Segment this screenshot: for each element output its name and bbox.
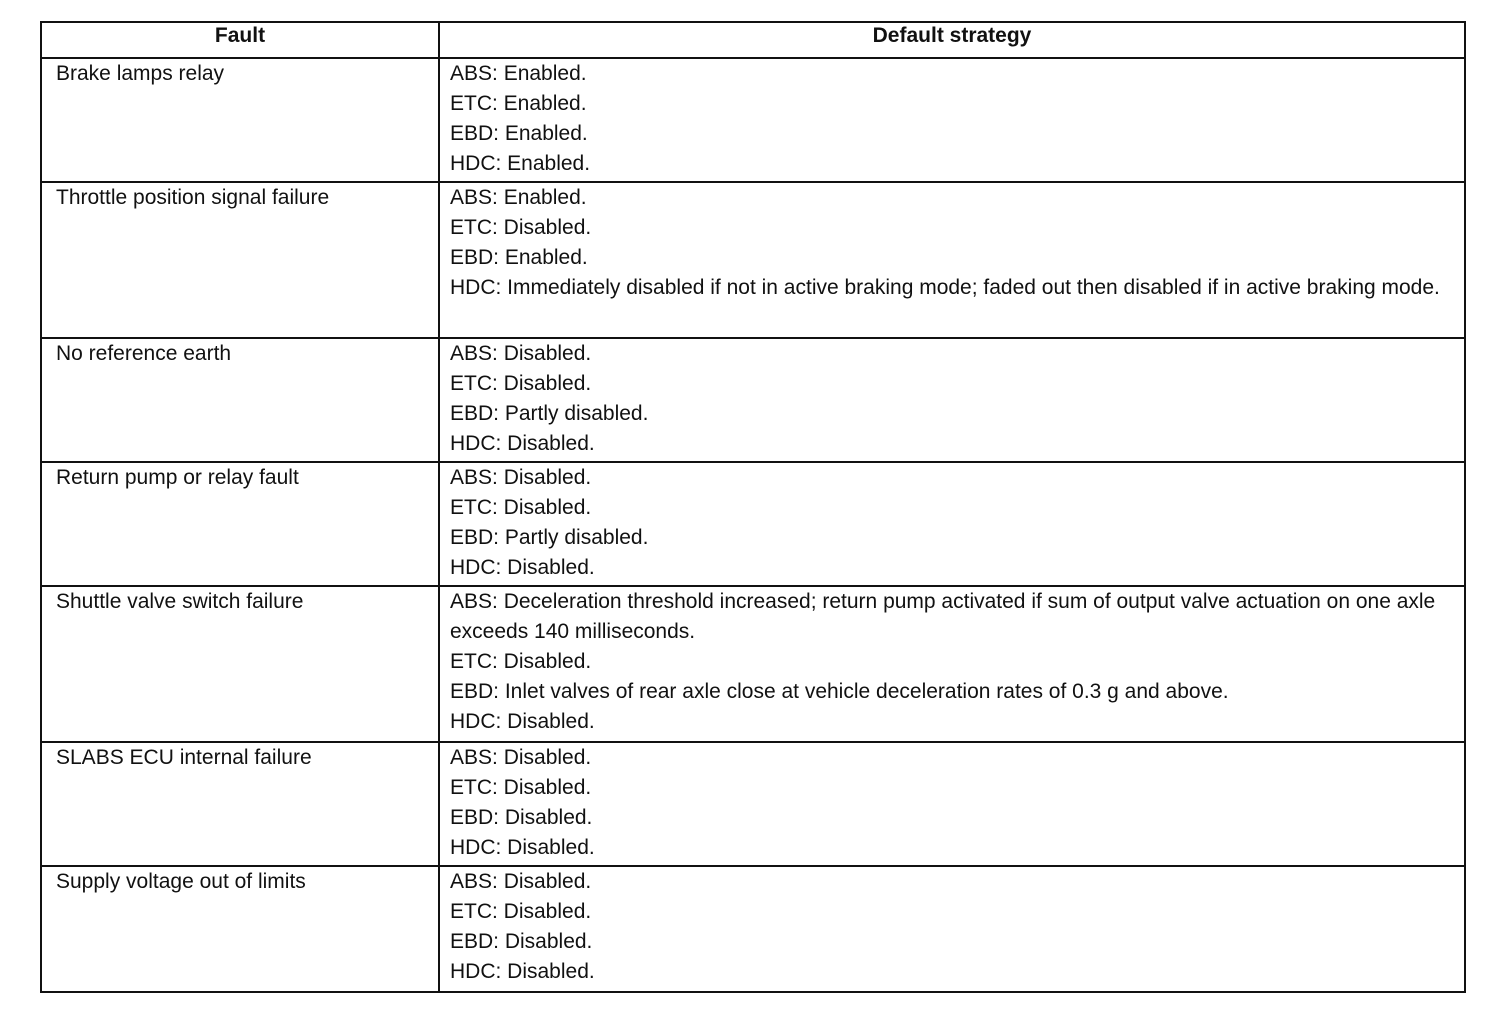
strategy-line: ABS: Disabled. (450, 746, 592, 769)
table-row (41, 338, 1465, 462)
table-row (41, 58, 1465, 182)
strategy-line: HDC: Disabled. (450, 710, 595, 733)
table-row (41, 742, 1465, 866)
strategy-cell (439, 462, 1465, 586)
strategy-line: ETC: Disabled. (450, 776, 592, 799)
table-row (41, 182, 1465, 338)
strategy-line: EBD: Enabled. (450, 122, 588, 145)
fault-cell: Throttle position signal failure (41, 182, 439, 338)
strategy-line: ABS: Disabled. (450, 342, 592, 365)
table-row (41, 462, 1465, 586)
fault-cell: Supply voltage out of limits (41, 866, 439, 992)
strategy-line: EBD: Partly disabled. (450, 526, 649, 549)
fault-cell: Return pump or relay fault (41, 462, 439, 586)
strategy-line: ETC: Disabled. (450, 496, 592, 519)
strategy-cell (439, 742, 1465, 866)
strategy-cell (439, 586, 1465, 742)
strategy-line: ABS: Disabled. (450, 870, 592, 893)
strategy-line: ETC: Disabled. (450, 372, 592, 395)
fault-cell: No reference earth (41, 338, 439, 462)
strategy-line: ABS: Disabled. (450, 466, 592, 489)
strategy-column-header: Default strategy (439, 22, 1465, 58)
strategy-line: HDC: Disabled. (450, 960, 595, 983)
strategy-line: ABS: Enabled. (450, 186, 587, 209)
strategy-line: HDC: Disabled. (450, 432, 595, 455)
strategy-line: ETC: Disabled. (450, 650, 592, 673)
strategy-line: EBD: Disabled. (450, 930, 593, 953)
strategy-line: HDC: Enabled. (450, 152, 591, 175)
strategy-line: HDC: Disabled. (450, 556, 595, 579)
strategy-line: ETC: Enabled. (450, 92, 587, 115)
strategy-line: HDC: Immediately disabled if not in active braking mode; faded out then disabled if in active braking mode. (450, 276, 1440, 299)
fault-column-header: Fault (41, 22, 439, 58)
strategy-line: EBD: Partly disabled. (450, 402, 649, 425)
strategy-line: ETC: Disabled. (450, 900, 592, 923)
strategy-line: EBD: Enabled. (450, 246, 588, 269)
fault-cell: Brake lamps relay (41, 58, 439, 182)
strategy-cell (439, 866, 1465, 992)
strategy-line: EBD: Inlet valves of rear axle close at vehicle deceleration rates of 0.3 g and above. (450, 680, 1229, 703)
strategy-line: ETC: Disabled. (450, 216, 592, 239)
fault-cell: SLABS ECU internal failure (41, 742, 439, 866)
fault-strategy-table (40, 21, 1466, 993)
table-header-row (41, 22, 1465, 58)
strategy-line: HDC: Disabled. (450, 836, 595, 859)
strategy-cell (439, 338, 1465, 462)
table-row (41, 586, 1465, 742)
strategy-cell (439, 58, 1465, 182)
strategy-cell (439, 182, 1465, 338)
strategy-line: EBD: Disabled. (450, 806, 593, 829)
strategy-line: ABS: Enabled. (450, 62, 587, 85)
table-row (41, 866, 1465, 992)
strategy-line: ABS: Deceleration threshold increased; return pump activated if sum of output valve actuation on one axle exceeds 140 milliseconds. (450, 590, 1436, 643)
fault-cell: Shuttle valve switch failure (41, 586, 439, 742)
